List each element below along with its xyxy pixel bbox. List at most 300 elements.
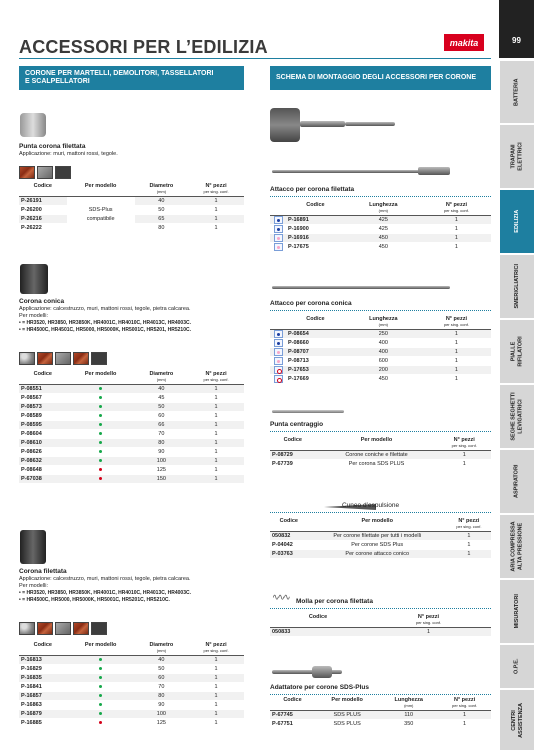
tab-label: PIALLE RIFILATORI xyxy=(510,336,523,367)
tab-batteria[interactable] xyxy=(500,61,534,123)
col-lunghezza xyxy=(345,316,422,330)
col-modello: Per modello xyxy=(84,642,117,648)
section-divider xyxy=(270,431,491,432)
cell-icon xyxy=(270,357,286,366)
cell-code: P-08567 xyxy=(21,395,42,401)
table-row xyxy=(19,719,244,728)
cell-model xyxy=(67,421,135,430)
product-name: Attacco per corona conica xyxy=(270,300,352,307)
table-row xyxy=(19,656,244,665)
product-name: Corona filettata xyxy=(19,568,67,575)
header-line: CORONE PER MARTELLI, DEMOLITORI, TASSELLATORI xyxy=(25,70,214,77)
cell-model: Per corone filettate per tutti i modelli xyxy=(308,532,447,541)
cell-code: P-16891 xyxy=(286,216,345,225)
col-diametro xyxy=(135,371,188,385)
green-dot-icon xyxy=(99,694,102,697)
cell-code: P-16813 xyxy=(19,656,67,665)
cell-model xyxy=(67,466,135,475)
cell-code: P-16863 xyxy=(21,702,42,708)
cell-code: P-16885 xyxy=(21,720,42,726)
table-row xyxy=(270,720,491,729)
cell-model xyxy=(67,710,135,719)
star-socket-icon xyxy=(274,375,283,383)
col-pezzi-label: N° pezzi xyxy=(205,371,227,377)
cell-code: P-26191 xyxy=(19,197,67,206)
cell-code: P-08573 xyxy=(19,403,67,412)
cell-pcs: 1 xyxy=(188,439,244,448)
cell-code: P-08589 xyxy=(21,413,42,419)
col-pezzi xyxy=(366,614,491,628)
cell-pcs: 1 xyxy=(454,358,458,364)
cell-icon xyxy=(270,243,286,252)
cell-diam: 50 xyxy=(158,666,165,672)
cell-pcs: 1 xyxy=(422,234,491,243)
cell-pcs: 1 xyxy=(366,628,491,637)
table-row xyxy=(270,339,491,348)
cell-diam: 60 xyxy=(135,674,188,683)
cell-code: P-17669 xyxy=(288,376,309,382)
col-pezzi-label: N° pezzi xyxy=(453,697,476,703)
stone-icon xyxy=(55,622,71,635)
table-row xyxy=(270,532,491,541)
col-pezzi-label: N° pezzi xyxy=(205,642,227,648)
cell-pcs: 1 xyxy=(462,461,466,467)
col-conf: per sing. conf. xyxy=(203,377,229,382)
cell-code: P-16829 xyxy=(21,666,42,672)
wall-icon xyxy=(91,622,107,635)
green-dot-icon xyxy=(99,459,102,462)
table-row xyxy=(270,451,491,460)
cell-pcs: 1 xyxy=(437,451,491,460)
red-dot-icon xyxy=(99,477,102,480)
cell-pcs: 1 xyxy=(422,366,491,375)
cell-model xyxy=(67,457,135,466)
col-lunghezza-label: Lunghezza xyxy=(369,202,398,208)
section-divider xyxy=(270,608,491,609)
cell-diam: 40 xyxy=(135,385,188,394)
cell-model: Corone coniche e filettate xyxy=(316,451,438,460)
table-row xyxy=(19,692,244,701)
green-dot-icon xyxy=(99,667,102,670)
roof-tile-icon xyxy=(73,622,89,635)
tab-ope[interactable] xyxy=(500,645,534,688)
cell-pcs: 1 xyxy=(422,348,491,357)
cell-code: P-16835 xyxy=(19,674,67,683)
tab-pialle[interactable] xyxy=(500,320,534,383)
col-codice: Codice xyxy=(283,697,302,703)
blue-socket-icon xyxy=(274,330,283,338)
cell-code: P-67038 xyxy=(19,475,67,484)
table-row xyxy=(270,550,491,559)
models-green: • = HR3520, HR3850, HR3850K, HR4001C, HR4010C, HR4013C, HR4003C. xyxy=(19,590,191,596)
cell-code: P-26200 xyxy=(21,207,42,213)
cell-pcs: 1 xyxy=(447,532,491,541)
cell-pcs: 1 xyxy=(214,413,218,419)
cell-code: P-08604 xyxy=(21,431,42,437)
page-number-bar xyxy=(499,0,534,58)
tab-label: ARIA COMPRESSA ALTA PRESSIONE xyxy=(510,521,523,572)
col-pezzi-label: N° pezzi xyxy=(417,614,440,620)
cell-model xyxy=(67,701,135,710)
cell-pcs: 1 xyxy=(422,330,491,339)
cell-code: P-26222 xyxy=(21,225,42,231)
table-row xyxy=(19,665,244,674)
cell-pcs: 1 xyxy=(188,197,244,206)
col-pezzi-label: N° pezzi xyxy=(458,518,480,524)
cell-code: P-26216 xyxy=(19,215,67,224)
cell-pcs: 1 xyxy=(467,542,471,548)
cell-pcs: 1 xyxy=(214,395,218,401)
green-dot-icon xyxy=(99,423,102,426)
cell-pcs: 1 xyxy=(214,684,218,690)
roof-tile-icon xyxy=(73,352,89,365)
table-row xyxy=(19,448,244,457)
col-conf: per sing. conf. xyxy=(456,524,482,529)
product-application: Applicazione: calcestruzzo, muri, mattoni rossi, tegole, pietra calcarea. xyxy=(19,576,191,582)
cell-len: 600 xyxy=(378,358,388,364)
material-icons xyxy=(19,622,109,640)
col-codice: Codice xyxy=(33,642,52,648)
product-name: Punta corona filettata xyxy=(19,143,86,150)
right-section-header: SCHEMA DI MONTAGGIO DEGLI ACCESSORI PER CORONE xyxy=(270,66,491,90)
tab-label: SEGHE SEGHETTI LEVIGATRICI xyxy=(510,392,524,441)
col-pezzi xyxy=(422,316,491,330)
punta-centraggio-image xyxy=(272,410,344,413)
cell-code: P-08648 xyxy=(21,467,42,473)
table-row xyxy=(19,457,244,466)
green-dot-icon xyxy=(99,703,102,706)
tile-icon xyxy=(37,166,53,179)
col-modello: Per modello xyxy=(360,437,393,443)
green-dot-icon xyxy=(99,658,102,661)
cell-diam: 150 xyxy=(135,475,188,484)
col-diametro xyxy=(135,183,188,197)
cell-diam: 80 xyxy=(135,439,188,448)
col-conf: per sing. conf. xyxy=(443,322,469,327)
cell-model xyxy=(67,674,135,683)
cell-model xyxy=(67,197,135,233)
cell-len: 110 xyxy=(379,711,438,720)
attacco-conica-table xyxy=(270,316,491,384)
cell-code: P-16879 xyxy=(19,710,67,719)
cell-icon xyxy=(270,234,286,243)
product-name: Adattatore per corone SDS-Plus xyxy=(270,684,369,691)
section-divider xyxy=(270,196,491,197)
cell-pcs: 1 xyxy=(188,710,244,719)
col-lunghezza xyxy=(345,202,422,216)
cell-pcs: 1 xyxy=(214,449,218,455)
cell-icon xyxy=(270,216,286,225)
cell-code: P-04042 xyxy=(272,542,293,548)
punta-corona-image xyxy=(20,113,46,137)
cell-pcs: 1 xyxy=(214,702,218,708)
green-dot-icon xyxy=(99,432,102,435)
cell-pcs: 1 xyxy=(188,215,244,224)
col-codice: Codice xyxy=(306,316,325,322)
table-row xyxy=(19,197,244,206)
cell-len: 400 xyxy=(378,340,388,346)
tab-edilizia[interactable] xyxy=(500,190,534,253)
cell-code: P-16841 xyxy=(21,684,42,690)
cell-code: P-16857 xyxy=(19,692,67,701)
header-line: E SCALPELLATORI xyxy=(25,78,90,85)
cell-code: P-17675 xyxy=(288,244,309,250)
attacco-filettata-end-image xyxy=(418,167,450,175)
table-row xyxy=(19,701,244,710)
col-unit: (mm) xyxy=(404,703,414,708)
col-pezzi-label: N° pezzi xyxy=(453,437,475,443)
col-pezzi xyxy=(438,697,491,711)
tab-label: TRAPANI ELETTRICI xyxy=(510,142,523,171)
product-application: Applicazione: calcestruzzo, muri, mattoni rossi, tegole, pietra calcarea. xyxy=(19,306,191,312)
section-divider xyxy=(270,694,491,695)
cell-diam: 40 xyxy=(135,197,188,206)
cell-diam: 65 xyxy=(135,215,188,224)
cell-model xyxy=(67,656,135,665)
product-name: Attacco per corona filettata xyxy=(270,186,355,193)
col-pezzi xyxy=(447,518,491,532)
green-dot-icon xyxy=(99,676,102,679)
cell-code: P-08595 xyxy=(19,421,67,430)
col-conf: per sing. conf. xyxy=(451,443,477,448)
product-name: Molla per corona filettata xyxy=(296,598,373,605)
tab-label: EDILIZIA xyxy=(513,210,520,233)
cell-code: P-08654 xyxy=(286,330,345,339)
cell-pcs: 1 xyxy=(188,692,244,701)
tab-label: BATTERIA xyxy=(513,78,520,106)
punta-centraggio-table xyxy=(270,437,491,469)
adapter-image xyxy=(300,121,345,127)
col-modello: Per modello xyxy=(331,697,363,703)
pink-socket-icon xyxy=(274,234,283,242)
product-name: Punta centraggio xyxy=(270,421,324,428)
cell-model xyxy=(67,475,135,484)
cell-diam: 50 xyxy=(158,207,165,213)
wall-icon xyxy=(91,352,107,365)
col-modello: Per modello xyxy=(84,371,117,377)
tab-aspiratori[interactable] xyxy=(500,450,534,513)
cell-pcs: 1 xyxy=(188,385,244,394)
cell-model xyxy=(67,403,135,412)
cell-icon xyxy=(270,330,286,339)
cell-model xyxy=(67,683,135,692)
table-row xyxy=(270,216,491,225)
cell-diam: 90 xyxy=(158,449,165,455)
cell-pcs: 1 xyxy=(188,656,244,665)
corona-conica-image xyxy=(20,264,48,294)
models-label: Per modelli: xyxy=(19,583,49,589)
pink-socket-icon xyxy=(274,357,283,365)
tab-trapani[interactable] xyxy=(500,125,534,188)
green-dot-icon xyxy=(99,450,102,453)
cell-pcs: 1 xyxy=(454,226,458,232)
tab-misuratori[interactable] xyxy=(500,580,534,643)
cell-pcs: 1 xyxy=(454,340,458,346)
tab-seghe[interactable] xyxy=(500,385,534,448)
col-pezzi xyxy=(422,202,491,216)
cell-len: 400 xyxy=(345,348,422,357)
corona-filettata-table xyxy=(19,642,244,728)
col-unit: (mm) xyxy=(156,377,167,382)
cell-code: P-17653 xyxy=(286,366,345,375)
blue-socket-icon xyxy=(274,225,283,233)
punta-corona-table xyxy=(19,183,244,233)
material-icons xyxy=(19,166,73,184)
concrete-icon xyxy=(19,352,35,365)
table-row xyxy=(19,385,244,394)
spring-icon: ∿∿∿ xyxy=(272,592,289,602)
attacco-filettata-table xyxy=(270,202,491,252)
title-rule xyxy=(19,58,491,59)
cell-code: P-08729 xyxy=(270,451,316,460)
cell-icon xyxy=(270,339,286,348)
cell-code: P-08713 xyxy=(288,358,309,364)
col-pezzi-label: N° pezzi xyxy=(445,202,467,208)
table-row xyxy=(270,330,491,339)
brick-icon xyxy=(37,352,53,365)
table-row xyxy=(270,357,491,366)
table-row xyxy=(270,348,491,357)
models-red: • = HR4500C, HR5000, HR5000K, HR5001C, HR5201C, HR5210C. xyxy=(19,597,170,603)
material-icons xyxy=(19,352,109,370)
table-row xyxy=(270,541,491,550)
cell-model: SDS PLUS xyxy=(333,721,361,727)
cell-model xyxy=(67,394,135,403)
cell-pcs: 1 xyxy=(214,207,218,213)
cell-pcs: 1 xyxy=(188,421,244,430)
cell-model: Per corone attacco conico xyxy=(308,550,447,559)
star-socket-icon xyxy=(274,366,283,374)
cell-pcs: 1 xyxy=(188,403,244,412)
cell-len: 450 xyxy=(345,234,422,243)
table-row xyxy=(19,421,244,430)
models-green: • = HR3520, HR3850, HR3850K, HR4001C, HR4010C, HR4013C, HR4003C. xyxy=(19,320,191,326)
cell-diam: 50 xyxy=(135,403,188,412)
table-row xyxy=(270,711,491,720)
model-text: compatibile xyxy=(86,215,115,222)
cell-diam: 40 xyxy=(135,656,188,665)
cuneo-table xyxy=(270,518,491,559)
col-icon xyxy=(270,316,286,330)
table-row xyxy=(270,225,491,234)
adattatore-body-image xyxy=(312,666,332,678)
cell-code: P-67751 xyxy=(272,721,293,727)
table-row xyxy=(270,234,491,243)
table-row xyxy=(19,683,244,692)
col-codice: Codice xyxy=(33,371,52,377)
col-codice: Codice xyxy=(283,437,302,443)
product-name: Corona conica xyxy=(19,298,65,305)
table-row xyxy=(270,628,491,637)
col-lunghezza-label: Lunghezza xyxy=(369,316,398,322)
shank-image xyxy=(345,122,395,126)
makita-logo: makita xyxy=(444,34,484,51)
cell-diam: 70 xyxy=(158,431,165,437)
cell-diam: 80 xyxy=(158,225,165,231)
model-text: SDS-Plus xyxy=(88,206,113,213)
concrete-icon xyxy=(19,622,35,635)
cell-diam: 70 xyxy=(158,684,165,690)
attacco-filettata-rod-image xyxy=(272,170,422,173)
cell-model: Per corone SDS Plus xyxy=(351,542,404,548)
cell-code: P-67745 xyxy=(270,711,315,720)
cell-diam: 100 xyxy=(135,457,188,466)
page-title: ACCESSORI PER L’EDILIZIA xyxy=(19,37,268,57)
cell-pcs: 1 xyxy=(188,674,244,683)
green-dot-icon xyxy=(99,396,102,399)
section-divider xyxy=(270,512,491,513)
tab-label: O.P.E. xyxy=(513,658,520,675)
cell-diam: 60 xyxy=(158,413,165,419)
red-dot-icon xyxy=(99,468,102,471)
cell-code: P-08626 xyxy=(21,449,42,455)
cell-pcs: 1 xyxy=(214,666,218,672)
col-unit: (mm) xyxy=(156,648,167,653)
table-row xyxy=(19,394,244,403)
col-pezzi xyxy=(188,642,244,656)
pink-socket-icon xyxy=(274,348,283,356)
cell-model: Per corona SDS PLUS xyxy=(348,461,405,467)
product-application: Applicazione: muri, mattoni rossi, tegole. xyxy=(19,151,118,157)
col-lunghezza xyxy=(379,697,438,711)
col-codice: Codice xyxy=(308,614,328,620)
corona-filettata-image xyxy=(20,530,46,564)
cell-code: 050832 xyxy=(270,532,308,541)
col-codice: Codice xyxy=(279,518,298,524)
col-modello: Per modello xyxy=(361,518,393,524)
cell-pcs: 1 xyxy=(214,720,218,726)
table-row xyxy=(270,243,491,252)
tab-label: SMERIGLIATRICI xyxy=(513,264,520,309)
col-pezzi-label: N° pezzi xyxy=(205,183,227,189)
core-bit-image xyxy=(270,108,300,142)
corona-conica-table xyxy=(19,371,244,484)
table-row xyxy=(270,460,491,469)
tab-aria-compressa[interactable] xyxy=(500,515,534,578)
cell-model xyxy=(67,692,135,701)
cell-len: 450 xyxy=(378,244,388,250)
cell-code: P-16916 xyxy=(286,234,345,243)
green-dot-icon xyxy=(99,414,102,417)
models-label: Per modelli: xyxy=(19,313,49,319)
page-number: 99 xyxy=(512,36,521,45)
col-diametro-label: Diametro xyxy=(149,642,174,648)
cell-diam: 125 xyxy=(156,467,166,473)
green-dot-icon xyxy=(99,387,102,390)
col-diametro-label: Diametro xyxy=(149,371,174,377)
col-conf: per sing. conf. xyxy=(203,648,229,653)
table-row xyxy=(270,375,491,384)
cell-pcs: 1 xyxy=(438,711,491,720)
cell-diam: 80 xyxy=(135,692,188,701)
tab-label: ASPIRATORI xyxy=(513,464,520,499)
red-dot-icon xyxy=(99,721,102,724)
cell-diam: 45 xyxy=(158,395,165,401)
col-codice: Codice xyxy=(33,183,52,189)
table-row xyxy=(19,475,244,484)
pink-socket-icon xyxy=(274,243,283,251)
brick-icon xyxy=(37,622,53,635)
col-icon xyxy=(270,202,286,216)
col-unit: (mm) xyxy=(156,189,167,194)
cell-pcs: 1 xyxy=(447,550,491,559)
green-dot-icon xyxy=(99,685,102,688)
tab-smerigliatrici[interactable] xyxy=(500,255,534,318)
tab-centri-assistenza[interactable] xyxy=(500,690,534,750)
cell-model xyxy=(67,719,135,728)
cell-code: P-08660 xyxy=(288,340,309,346)
cell-code: P-67739 xyxy=(272,461,293,467)
